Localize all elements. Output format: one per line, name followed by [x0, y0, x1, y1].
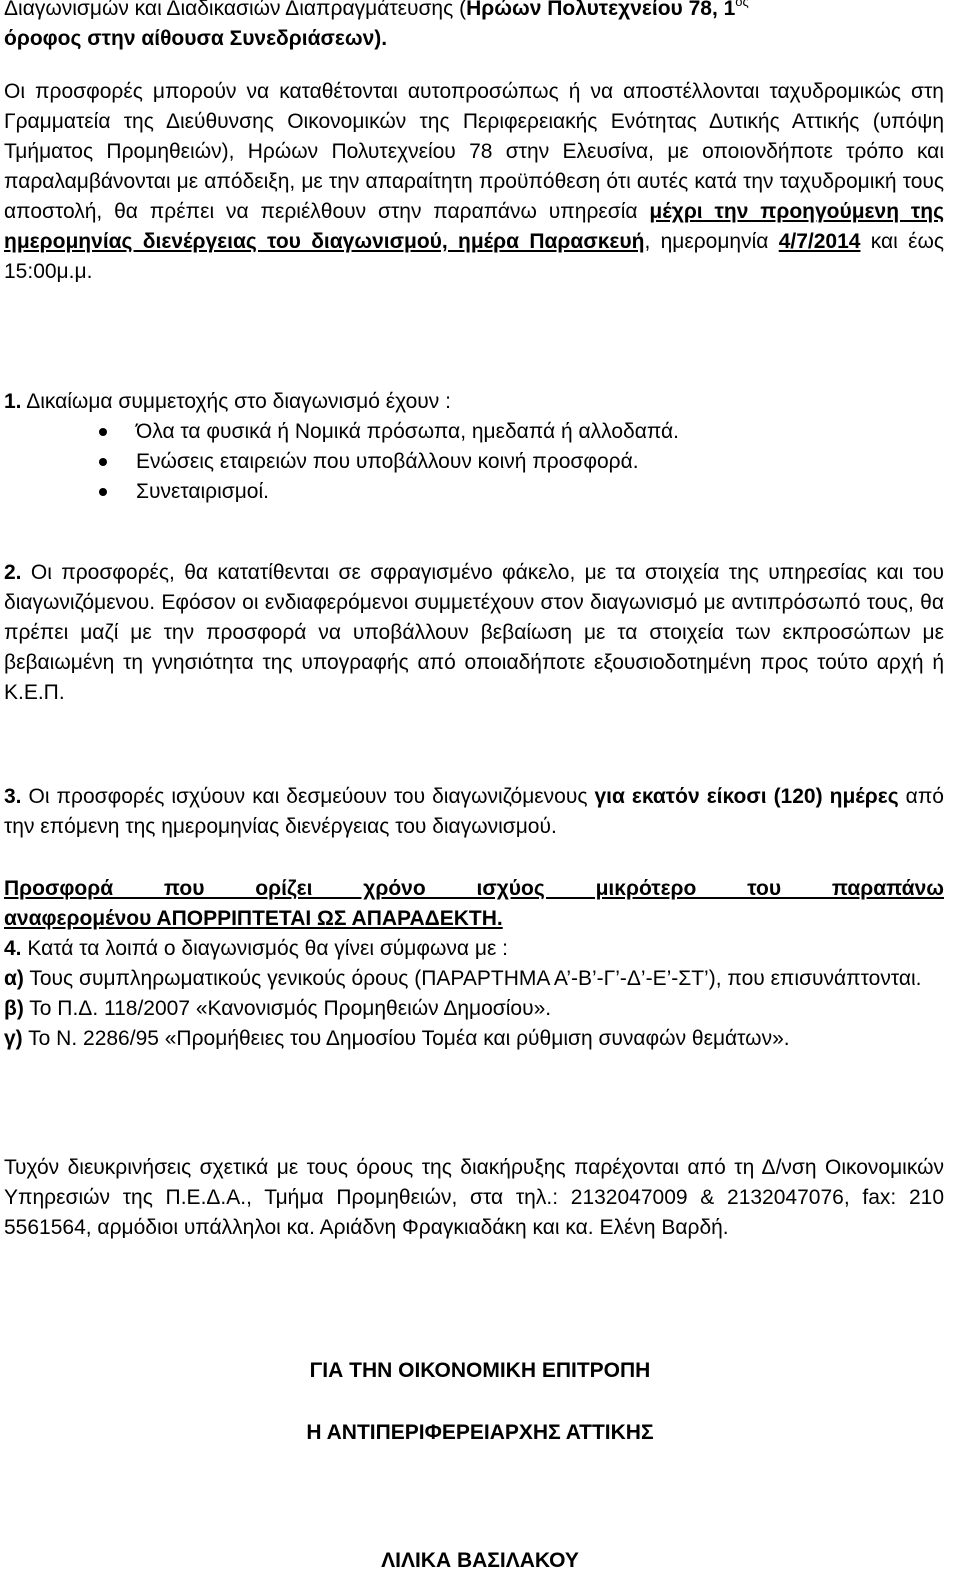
list-item — [4, 477, 944, 507]
submission-date-prefix: , ημερομηνία — [644, 230, 779, 253]
section-4-title: Κατά τα λοιπά ο διαγωνισμός θα γίνει σύμφωνα με : — [21, 937, 508, 960]
item-text: Το Ν. 2286/95 «Προμήθειες του Δημοσίου Τομέα και ρύθμιση συναφών θεμάτων». — [22, 1027, 790, 1050]
section-1-number: 1. — [4, 390, 22, 413]
section-2-text: Οι προσφορές, θα κατατίθενται σε σφραγισμένο φάκελο, με τα στοιχεία της υπηρεσίας και του διαγωνιζόμενου. Εφόσον οι ενδιαφερόμενοι συμμετέχουν στον διαγωνισμό με αντιπρόσωπό τους, θα πρέπει μαζί με την προσφορά να υποβάλλουν βεβαίωση με τα στοιχεία των εκπροσώπων με βεβαιωμένη τη γνησιότητα της υπογραφής από οποιαδήποτε εξουσιοδοτημένη προς τούτο αρχή ή Κ.Ε.Π. — [4, 561, 944, 704]
rejection-warning-line-1: Προσφορά που ορίζει χρόνο ισχύος μικρότερο του παραπάνω — [4, 877, 944, 900]
section-4 — [4, 934, 944, 1054]
signature-name: ΛΙΛΙΚΑ ΒΑΣΙΛΑΚΟΥ — [381, 1549, 579, 1572]
section-4-item-c — [4, 1024, 944, 1054]
list-item — [4, 417, 944, 447]
item-text: Τους συμπληρωματικούς γενικούς όρους (ΠΑΡΑΡΤΗΜΑ Α’-Β’-Γ’-Δ’-Ε’-ΣΤ’), που επισυνάπτονται. — [23, 967, 922, 990]
contact-paragraph — [4, 1153, 944, 1243]
section-4-item-b — [4, 994, 944, 1024]
section-3-number: 3. — [4, 785, 22, 808]
item-text: Το Π.Δ. 118/2007 «Κανονισμός Προμηθειών Δημοσίου». — [23, 997, 552, 1020]
signature-committee: ΓΙΑ ΤΗΝ ΟΙΚΟΝΟΜΙΚΗ ΕΠΙΤΡΟΠΗ — [309, 1359, 651, 1382]
section-2-number: 2. — [4, 561, 22, 584]
intro-text: Διαγωνισμών και Διαδικασιών Διαπραγμάτευσης ( — [4, 0, 467, 20]
item-label: α) — [4, 967, 24, 990]
section-3-validity: για εκατόν είκοσι (120) ημέρες — [594, 785, 899, 808]
rejection-warning-line-2: αναφερομένου ΑΠΟΡΡΙΠΤΕΤΑΙ ΩΣ ΑΠΑΡΑΔΕΚΤΗ. — [4, 907, 503, 930]
section-4-item-a — [4, 964, 944, 994]
section-4-number: 4. — [4, 937, 22, 960]
list-item-text: Όλα τα φυσικά ή Νομικά πρόσωπα, ημεδαπά ή αλλοδαπά. — [136, 420, 680, 443]
bullet-icon — [99, 488, 107, 496]
section-1 — [4, 387, 944, 507]
section-2 — [4, 558, 944, 708]
signature-title: Η ΑΝΤΙΠΕΡΙΦΕΡΕΙΑΡΧΗΣ ΑΤΤΙΚΗΣ — [306, 1421, 654, 1444]
section-1-title: Δικαίωμα συμμετοχής στο διαγωνισμό έχουν : — [21, 390, 451, 413]
intro-room-bold: όροφος στην αίθουσα Συνεδριάσεων). — [4, 27, 388, 50]
bullet-icon — [99, 458, 107, 466]
item-label: γ) — [4, 1027, 23, 1050]
section-3-text-end: από την επόμενη της ημερομηνίας διενέργειας του διαγωνισμού. — [4, 785, 944, 838]
list-item-text: Συνεταιρισμοί. — [136, 480, 269, 503]
intro-address-bold: Ηρώων Πολυτεχνείου 78, 1 — [466, 0, 736, 20]
submission-time: και έως 15:00μ.μ. — [4, 230, 944, 283]
list-item — [4, 447, 944, 477]
list-item-text: Ενώσεις εταιρειών που υποβάλλουν κοινή προσφορά. — [136, 450, 639, 473]
intro-floor-superscript: ος — [735, 0, 749, 9]
submission-text: Οι προσφορές μπορούν να καταθέτονται αυτοπροσώπως ή να αποστέλλονται ταχυδρομικώς στη Γραμματεία της Διεύθυνσης Οικονομικών της Περιφερειακής Ενότητας Δυτικής Αττικής (υπόψη Τμήματος Προμηθειών), Ηρώων Πολυτεχνείου 78 στην Ελευσίνα, με οποιονδήποτε τρόπο και παραλαμβάνονται με απόδειξη, με την απαραίτητη προϋπόθεση ότι αυτές κατά την ταχυδρομική τους αποστολή, θα πρέπει να περιέλθουν στην παραπάνω υπηρεσία — [4, 80, 944, 223]
submission-deadline: μέχρι την προηγούμενη της ημερομηνίας διενέργειας του διαγωνισμού, ημέρα Παρασκευή — [4, 200, 945, 253]
section-3 — [4, 782, 944, 842]
bullet-icon — [99, 428, 107, 436]
contact-text: Τυχόν διευκρινήσεις σχετικά με τους όρους της διακήρυξης παρέχονται από τη Δ/νση Οικονομικών Υπηρεσιών της Π.Ε.Δ.Α., Τμήμα Προμηθειών, στα τηλ.: 2132047009 & 2132047076, fax: 210 5561564, αρμόδιοι υπάλληλοι κα. Αριάδνη Φραγκιαδάκη και κα. Ελένη Βαρδή. — [4, 1156, 944, 1239]
section-1-list — [4, 417, 944, 507]
rejection-warning — [4, 874, 944, 934]
submission-paragraph — [4, 77, 944, 287]
intro-paragraph — [4, 0, 944, 54]
item-label: β) — [4, 997, 24, 1020]
submission-date: 4/7/2014 — [778, 230, 861, 253]
section-3-text: Οι προσφορές ισχύουν και δεσμεύουν του διαγωνιζόμενους — [21, 785, 595, 808]
